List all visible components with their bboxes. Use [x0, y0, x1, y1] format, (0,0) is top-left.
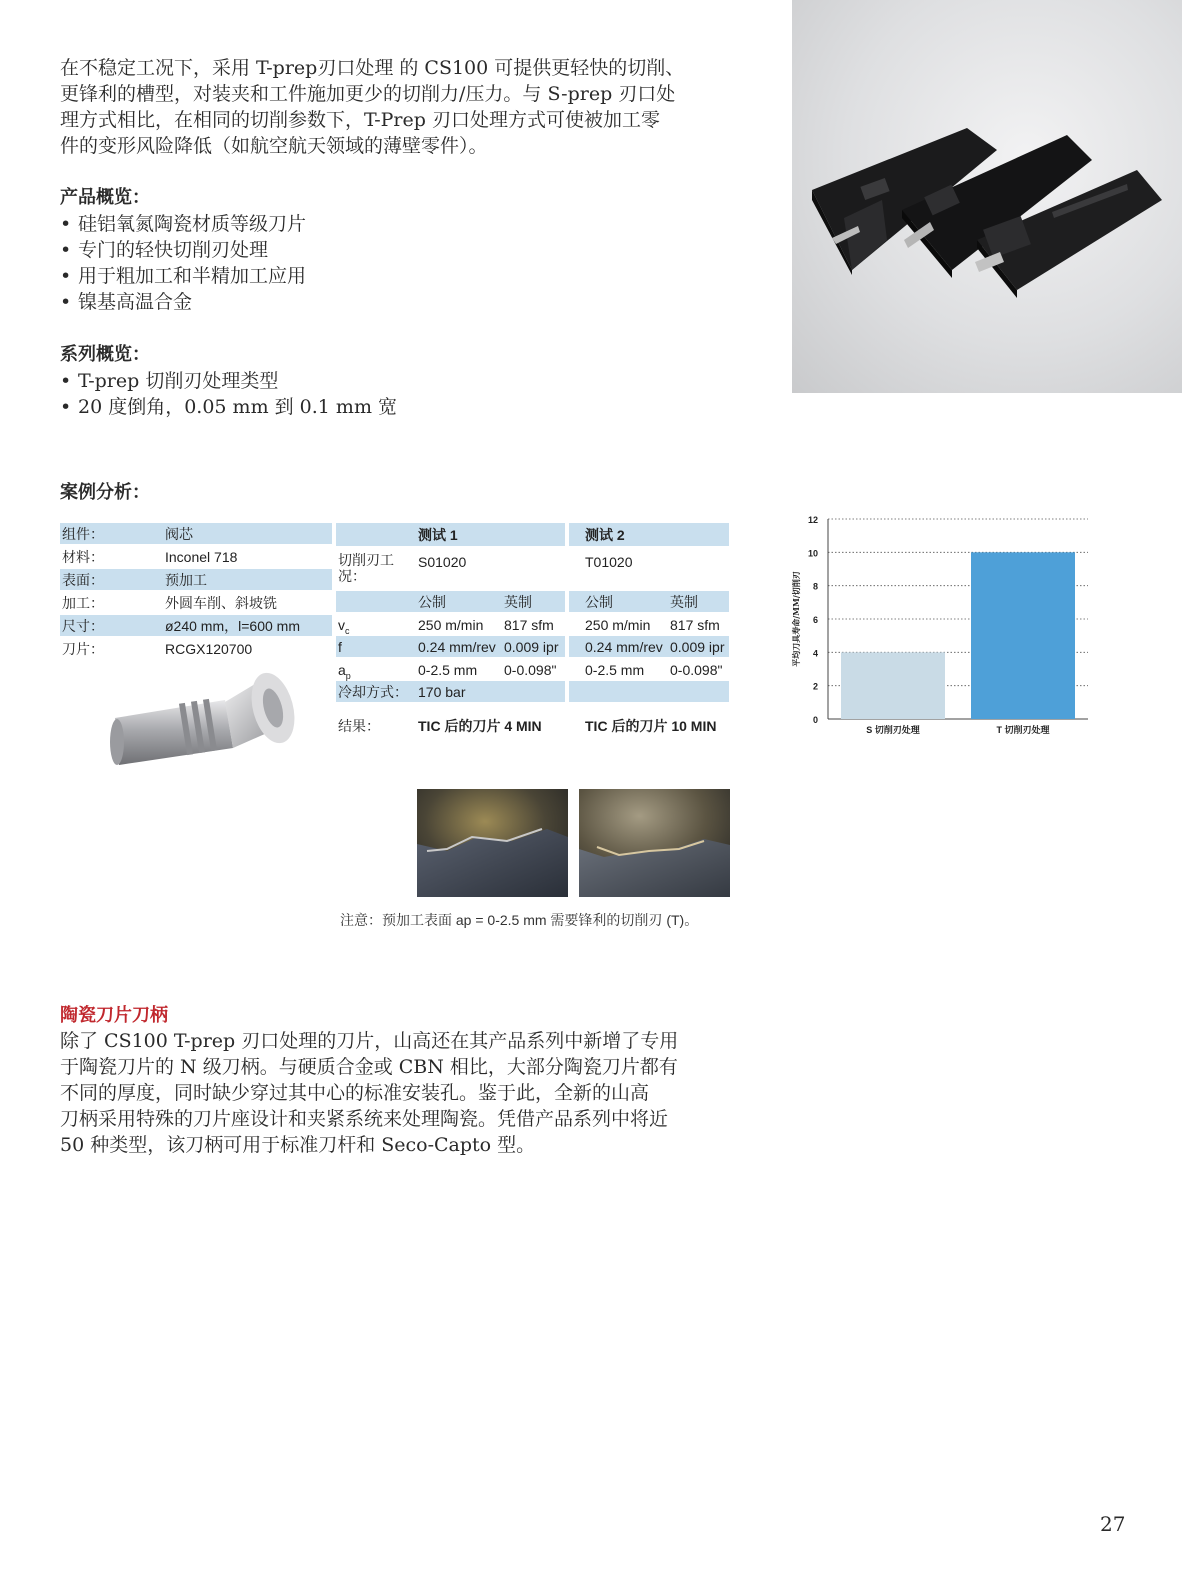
edge-condition-label: 切削刃工况： [338, 552, 394, 584]
x-tick-label: S 切削刃处理 [866, 725, 920, 735]
intro-line: 在不稳定工况下，采用 T-prep刃口处理 的 CS100 可提供更轻快的切削、 [60, 57, 685, 79]
note-caption: 注意：预加工表面 ap = 0-2.5 mm 需要锋利的切削刃 (T)。 [340, 912, 699, 928]
series-overview [60, 340, 397, 420]
ceramic-heading: 陶瓷刀片刀柄 [60, 1005, 168, 1026]
list-item: • 用于粗加工和半精加工应用 [60, 263, 306, 289]
edge-test2: T01020 [585, 554, 633, 570]
tool-holders-image [792, 0, 1182, 393]
result-test1: TIC 后的刀片 4 MIN [418, 718, 542, 734]
intro-line: 更锋利的槽型，对装夹和工件施加更少的切削力/压力。与 S-prep 刃口处 [60, 83, 676, 105]
info-value: 预加工 [165, 572, 207, 588]
ceramic-paragraph [60, 1028, 760, 1158]
test2-header: 测试 2 [585, 527, 625, 543]
valve-spool-image [105, 670, 300, 780]
info-label: 加工： [62, 595, 104, 611]
y-axis-label: 平均刀具寿命/MM/切削刃 [791, 571, 801, 667]
metric-header: 公制 [585, 594, 613, 610]
y-tick-label: 6 [812, 615, 818, 625]
info-label: 刀片： [62, 641, 104, 657]
imperial-header: 英制 [504, 594, 532, 610]
metric-header: 公制 [418, 594, 446, 610]
info-value: 外圆车削、斜坡铣 [165, 595, 277, 611]
y-tick-label: 8 [812, 581, 818, 592]
param-vc: $v_c$ [338, 617, 350, 636]
intro-line: 件的变形风险降低（如航空航天领域的薄壁零件）。 [60, 135, 488, 157]
list-item: • T-prep 切削刃处理类型 [60, 368, 397, 394]
series-overview-heading: 系列概览： [60, 344, 150, 365]
y-tick-label: 12 [807, 515, 818, 525]
edge-test1: S01020 [418, 554, 467, 570]
product-overview [60, 183, 306, 315]
intro-line: 理方式相比，在相同的切削参数下，T-Prep 刃口处理方式可使被加工零 [60, 109, 660, 131]
param-value: 0.009 ipr [670, 639, 725, 655]
info-label: 表面： [62, 572, 104, 588]
list-item: • 硅铝氧氮陶瓷材质等级刀片 [60, 211, 306, 237]
info-value: ø240 mm，l=600 mm [165, 618, 300, 634]
case-analysis-heading: 案例分析： [60, 482, 150, 503]
info-value: Inconel 718 [165, 549, 238, 565]
y-tick-label: 0 [812, 715, 818, 725]
x-tick-label: T 切削刃处理 [996, 725, 1050, 735]
coolant-label: 冷却方式： [338, 684, 408, 700]
param-value: 0.009 ipr [504, 639, 559, 655]
param-value: 0.24 mm/rev [585, 639, 663, 655]
param-value: 817 sfm [670, 617, 720, 633]
param-f: f [338, 639, 342, 655]
list-item: • 镍基高温合金 [60, 289, 306, 315]
info-label: 组件： [62, 526, 104, 542]
ceramic-line: 除了 CS100 T-prep 刃口处理的刀片，山高还在其产品系列中新增了专用 [60, 1030, 679, 1052]
insert-wear-photo-test2 [579, 789, 730, 897]
param-value: 0-0.098" [670, 662, 723, 678]
tool-life-chart [790, 505, 1100, 745]
bar [971, 552, 1075, 719]
param-value: 817 sfm [504, 617, 554, 633]
case-info-table [60, 523, 332, 663]
page-number: 27 [1100, 1512, 1126, 1536]
product-overview-heading: 产品概览： [60, 187, 150, 208]
imperial-header: 英制 [670, 594, 698, 610]
y-tick-label: 10 [807, 548, 818, 559]
result-test2: TIC 后的刀片 10 MIN [585, 718, 717, 734]
y-tick-label: 2 [812, 681, 818, 692]
info-label: 尺寸： [62, 618, 104, 634]
ceramic-line: 于陶瓷刀片的 N 级刀柄。与硬质合金或 CBN 相比，大部分陶瓷刀片都有 [60, 1056, 678, 1078]
param-value: 0-2.5 mm [418, 662, 478, 678]
info-value: 阀芯 [165, 526, 193, 542]
insert-wear-photo-test1 [417, 789, 568, 897]
ceramic-line: 刀柄采用特殊的刀片座设计和夹紧系统来处理陶瓷。凭借产品系列中将近 [60, 1108, 669, 1130]
bar [841, 652, 945, 719]
param-ap: $a_p$ [338, 662, 351, 681]
list-item: • 专门的轻快切削刃处理 [60, 237, 306, 263]
result-label: 结果： [338, 718, 380, 734]
tool-holders-photo [792, 0, 1182, 393]
param-value: 250 m/min [418, 617, 484, 633]
test-table [336, 523, 729, 743]
intro-paragraph [60, 55, 760, 159]
ceramic-line: 不同的厚度，同时缺少穿过其中心的标准安装孔。鉴于此，全新的山高 [60, 1082, 650, 1104]
info-value: RCGX120700 [165, 641, 253, 657]
param-value: 0-0.098" [504, 662, 557, 678]
test1-header: 测试 1 [418, 527, 458, 543]
param-value: 250 m/min [585, 617, 651, 633]
coolant-value: 170 bar [418, 684, 466, 700]
tool-life-chart-svg [790, 505, 1100, 745]
y-tick-label: 4 [812, 648, 818, 659]
list-item: • 20 度倒角，0.05 mm 到 0.1 mm 宽 [60, 394, 397, 420]
ceramic-section [60, 1004, 760, 1158]
param-value: 0.24 mm/rev [418, 639, 496, 655]
ceramic-line: 50 种类型，该刀柄可用于标准刀杆和 Seco-Capto 型。 [60, 1134, 536, 1156]
param-value: 0-2.5 mm [585, 662, 645, 678]
info-label: 材料： [62, 549, 104, 565]
